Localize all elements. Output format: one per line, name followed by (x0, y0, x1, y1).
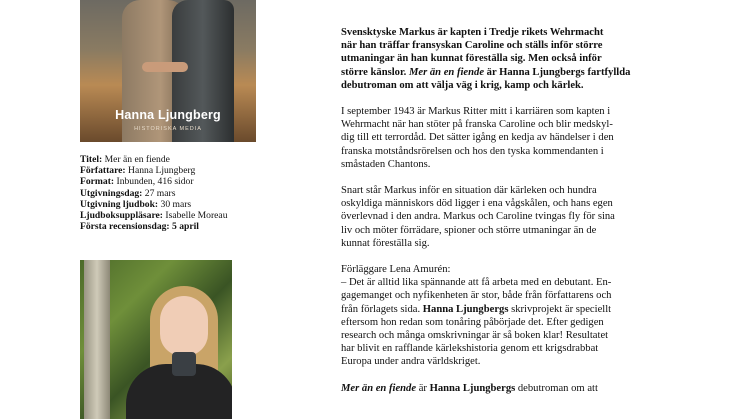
meta-row-forfattare: Författare: Hanna Ljungberg (80, 165, 196, 177)
paragraph-2: Snart står Markus inför en situation där kärleken och hundra oskyldiga människors död ligger i ena vågskålen, och hans egen överlevnad i den andra. Markus och Caroline tvingas fly för sina liv och möter förrädare, spioner och större utmaningar än de kunnat föreställa sig. (341, 185, 615, 249)
paragraph-1: I september 1943 är Markus Ritter mitt i karriären som kapten i Wehrmacht när han stöter på franska Caroline och blir medskyl- dig till ett terrordåd. Det sätter igång en kedja av händelser i den franska motståndsrörelsen och hos den tyska kommendanten i småstaden Chantons. (341, 106, 614, 170)
meta-row-utgivningsdag: Utgivningsdag: 27 mars (80, 187, 176, 199)
meta-row-format: Format: Inbunden, 416 sidor (80, 176, 194, 188)
meta-row-recension: Första recensionsdag: 5 april (80, 221, 199, 233)
cover-author-name: Hanna Ljungberg (115, 108, 221, 122)
book-metadata (80, 154, 280, 232)
book-cover-image (80, 0, 256, 142)
lead-paragraph: Svensktyske Markus är kapten i Tredje rikets Wehrmacht när han träffar fransyskan Caroline och ställs inför större utmaningar än han kunnat föreställa sig. Men också inför större känslor. Mer än en fiende är Hanna Ljungbergs fartfyllda debutroman om att välja väg i krig, kamp och kärlek. (341, 27, 631, 91)
cover-publisher: HISTORISKA MEDIA (134, 126, 202, 132)
meta-row-ljudbok: Utgivning ljudbok: 30 mars (80, 198, 192, 210)
meta-row-upplasare: Ljudboksuppläsare: Isabelle Moreau (80, 210, 228, 222)
author-photo (80, 260, 232, 419)
press-release-text (341, 26, 681, 408)
meta-row-titel: Titel: Mer än en fiende (80, 154, 170, 165)
paragraph-3-quote: Förläggare Lena Amurén: – Det är alltid lika spännande att få arbeta med en debutant. En- gagemanget och nyfikenheten är stor, både från författarens och från förlagets sida. Hanna Ljungbergs skrivprojekt är speciellt eftersom hon redan som tonåring påbörjade det. Efter gedigen research och många omskrivningar är så boken klar! Resultatet har blivit en rafflande kärlekshistoria genom ett krigsdrabbat Europa under andra världskriget. (341, 264, 612, 368)
cover-hand (142, 62, 188, 72)
paragraph-4: Mer än en fiende är Hanna Ljungbergs debutroman om att (341, 382, 598, 394)
